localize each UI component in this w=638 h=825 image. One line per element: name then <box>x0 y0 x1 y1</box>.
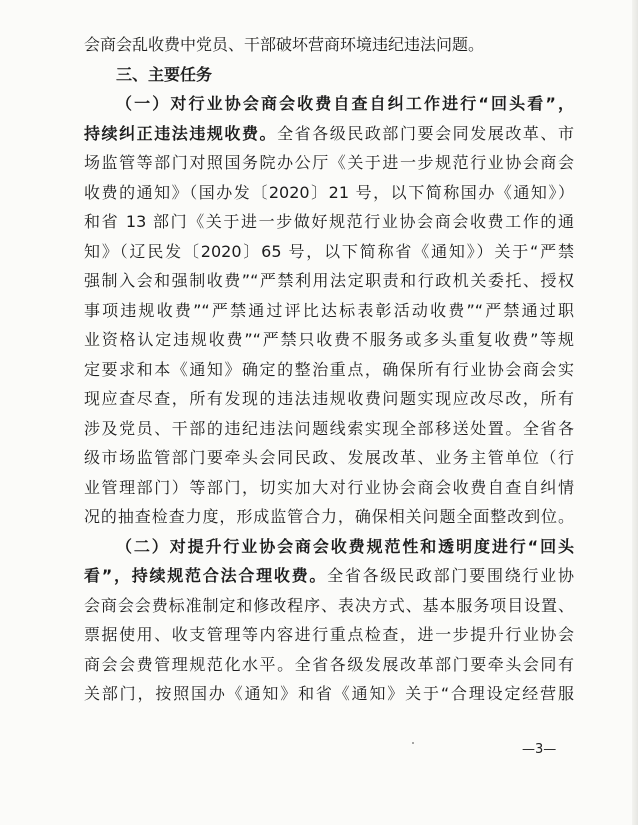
line-text: 知》（辽民发〔2020〕65 号，以下简称省《通知》）关于“严禁 <box>84 241 574 261</box>
bold-heading-text: （一）对行业协会商会收费自查自纠工作进行“回头看”， <box>116 94 574 113</box>
body-line <box>84 325 574 355</box>
line-text: 事项违规收费”“严禁通过评比达标表彰活动收费”“严禁通过职 <box>84 300 574 320</box>
body-line <box>84 296 574 326</box>
page-number: —3— <box>522 742 557 757</box>
line-text: 和省 13 部门《关于进一步做好规范行业协会商会收费工作的通 <box>84 212 574 231</box>
line-text: 级市场监管部门要牵头会同民政、发展改革、业务主管单位（行 <box>84 448 574 467</box>
body-line <box>84 266 574 296</box>
body-line <box>84 473 574 503</box>
line-text: 会商会乱收费中党员、干部破坏营商环境违纪违法问题。 <box>84 35 485 54</box>
body-line <box>84 443 574 473</box>
scan-edge <box>632 0 638 825</box>
line-text: 况的抽查检查力度，形成监管合力，确保相关问题全面整改到位。 <box>84 507 574 526</box>
body-line <box>84 237 574 267</box>
line-text: 业资格认定违规收费”“严禁只收费不服务或多头重复收费”等规 <box>84 330 574 349</box>
line-text: 强制入会和强制收费”“严禁利用法定职责和行政机关委托、授权 <box>84 271 574 290</box>
line-text: 定要求和本《通知》确定的整治重点，确保所有行业协会商会实 <box>84 359 574 379</box>
bold-heading-text: 持续纠正违法违规收费。 <box>84 123 278 143</box>
body-line <box>84 119 574 149</box>
scan-speck <box>412 742 414 744</box>
bold-heading-text: 看”，持续规范合法合理收费。 <box>84 566 328 585</box>
line-text: 场监管等部门对照国务院办公厅《关于进一步规范行业协会商会 <box>84 153 574 172</box>
line-text: 全省各级民政部门要会同发展改革、市 <box>277 123 574 143</box>
line-text: 现应查尽查，所有发现的违法违规收费问题实现应改尽改，所有 <box>84 389 574 408</box>
line-text: 关部门，按照国办《通知》和省《通知》关于“合理设定经营服 <box>84 684 574 703</box>
body-line <box>84 148 574 178</box>
line-text: 收费的通知》（国办发〔2020〕21 号，以下简称国办《通知》） <box>84 182 574 202</box>
line-text: 三、主要任务 <box>116 64 213 84</box>
body-line <box>84 591 574 621</box>
document-body <box>84 30 574 709</box>
body-line <box>84 650 574 680</box>
body-line <box>84 561 574 591</box>
body-line <box>84 355 574 385</box>
subsection-heading-line <box>84 89 574 119</box>
body-line <box>84 207 574 237</box>
body-line <box>84 502 574 532</box>
section-heading <box>84 60 574 90</box>
body-line <box>84 178 574 208</box>
line-text: 会商会会费标准制定和修改程序、表决方式、基本服务项目设置、 <box>84 595 574 615</box>
body-line <box>84 414 574 444</box>
body-line <box>84 679 574 709</box>
line-text: 票据使用、收支管理等内容进行重点检查，进一步提升行业协会 <box>84 625 574 644</box>
body-line <box>84 384 574 414</box>
body-line <box>84 620 574 650</box>
bold-heading-text: （二）对提升行业协会商会收费规范性和透明度进行“回头 <box>116 536 574 556</box>
body-line <box>84 30 574 60</box>
line-text: 业管理部门）等部门，切实加大对行业协会商会收费自查自纠情 <box>84 477 574 497</box>
line-text: 商会会费管理规范化水平。全省各级发展改革部门要牵头会同有 <box>84 654 574 674</box>
line-text: 全省各级民政部门要围绕行业协 <box>327 566 574 585</box>
line-text: 涉及党员、干部的违纪违法问题线索实现全部移送处置。全省各 <box>84 418 574 438</box>
subsection-heading-line <box>84 532 574 562</box>
